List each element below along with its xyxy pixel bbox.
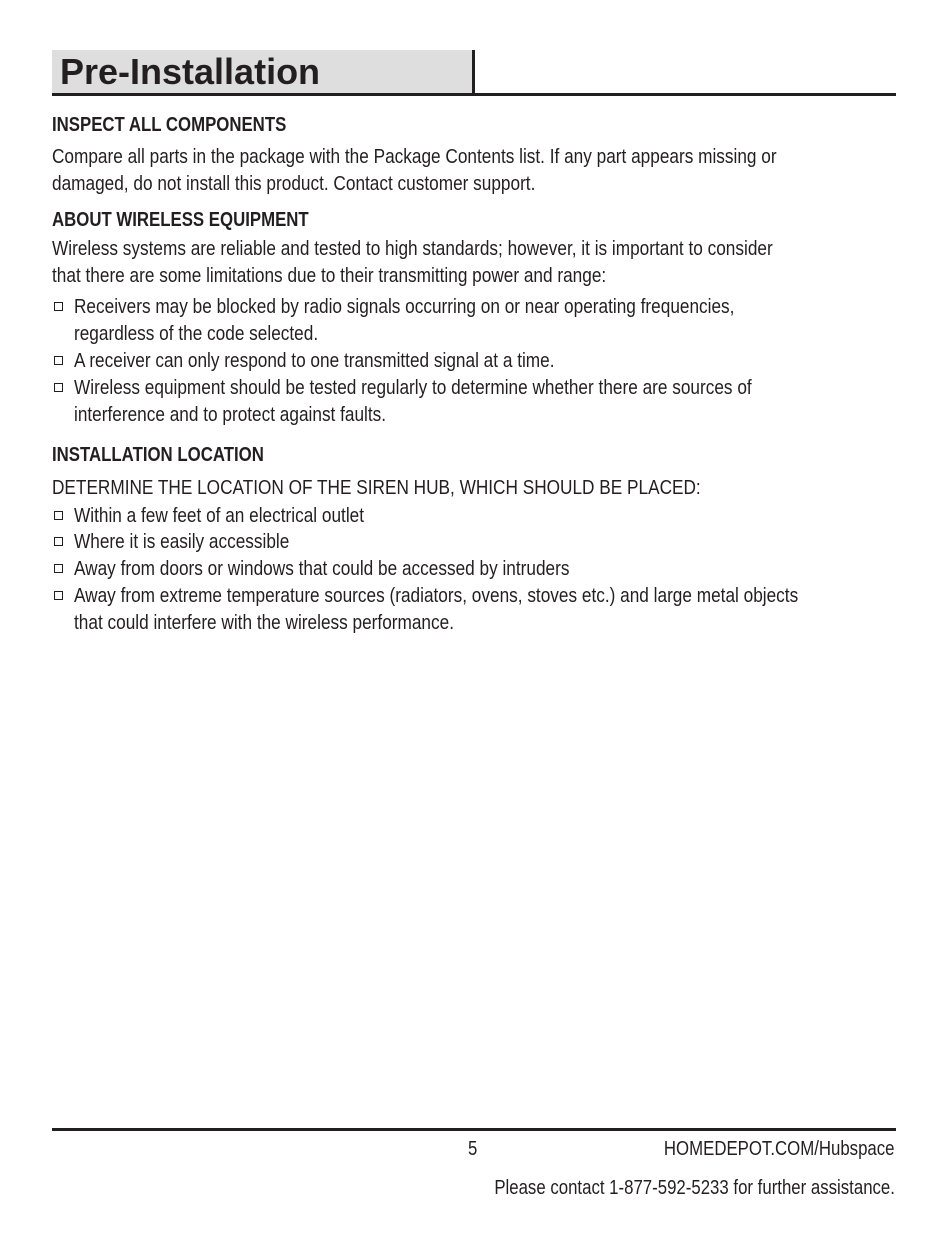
footer-website-link[interactable] xyxy=(620,1138,895,1161)
footer-contact xyxy=(418,1177,895,1200)
section-heading-wireless xyxy=(52,208,358,232)
location-intro xyxy=(52,474,824,501)
paragraph-line: damaged, do not install this product. Contact customer support. xyxy=(52,172,536,195)
paragraph-line: Compare all parts in the package with the Package Contents list. If any part appears missing or xyxy=(52,145,777,168)
heading-text: ABOUT WIRELESS EQUIPMENT xyxy=(52,209,309,231)
list-item-line: regardless of the code selected. xyxy=(74,322,319,345)
checkbox-square-icon xyxy=(54,591,63,600)
paragraph-line: that there are some limitations due to their transmitting power and range: xyxy=(52,264,607,287)
list-item-line: Wireless equipment should be tested regularly to determine whether there are sources of xyxy=(74,376,752,399)
page-header xyxy=(52,50,896,96)
website-text[interactable]: HOMEDEPOT.COM/Hubspace xyxy=(664,1138,895,1160)
header-rule xyxy=(52,93,896,96)
heading-text: INSPECT ALL COMPONENTS xyxy=(52,114,287,136)
list-item-line: Away from extreme temperature sources (radiators, ovens, stoves etc.) and large metal objects xyxy=(74,584,799,607)
section-heading-inspect xyxy=(52,113,331,137)
list-item-line: Where it is easily accessible xyxy=(74,530,290,553)
footer-rule xyxy=(52,1128,896,1131)
header-tab xyxy=(52,50,475,94)
checkbox-square-icon xyxy=(54,511,63,520)
checkbox-square-icon xyxy=(54,537,63,546)
checkbox-square-icon xyxy=(54,356,63,365)
list-item-line: that could interfere with the wireless performance. xyxy=(74,611,454,634)
page-number xyxy=(468,1138,479,1161)
paragraph-line: Wireless systems are reliable and tested to high standards; however, it is important to consider xyxy=(52,237,773,260)
inspect-paragraph xyxy=(52,143,915,197)
list-item-line: Within a few feet of an electrical outlet xyxy=(74,504,365,527)
page-title: Pre-Installation xyxy=(60,51,321,92)
list-item-line: Away from doors or windows that could be accessed by intruders xyxy=(74,557,570,580)
list-item-line: A receiver can only respond to one transmitted signal at a time. xyxy=(74,349,555,372)
section-heading-location xyxy=(52,443,304,467)
page-number-text: 5 xyxy=(468,1138,478,1160)
checkbox-square-icon xyxy=(54,383,63,392)
list-item-line: interference and to protect against faults. xyxy=(74,403,387,426)
checkbox-square-icon xyxy=(54,302,63,311)
list-item-line: Receivers may be blocked by radio signals occurring on or near operating frequencies, xyxy=(74,295,735,318)
wireless-paragraph xyxy=(52,235,910,289)
contact-text: Please contact 1-877-592-5233 for further assistance. xyxy=(494,1177,895,1199)
checkbox-square-icon xyxy=(54,564,63,573)
heading-text: INSTALLATION LOCATION xyxy=(52,444,264,466)
intro-line: DETERMINE THE LOCATION OF THE SIREN HUB, WHICH SHOULD BE PLACED: xyxy=(52,476,701,499)
